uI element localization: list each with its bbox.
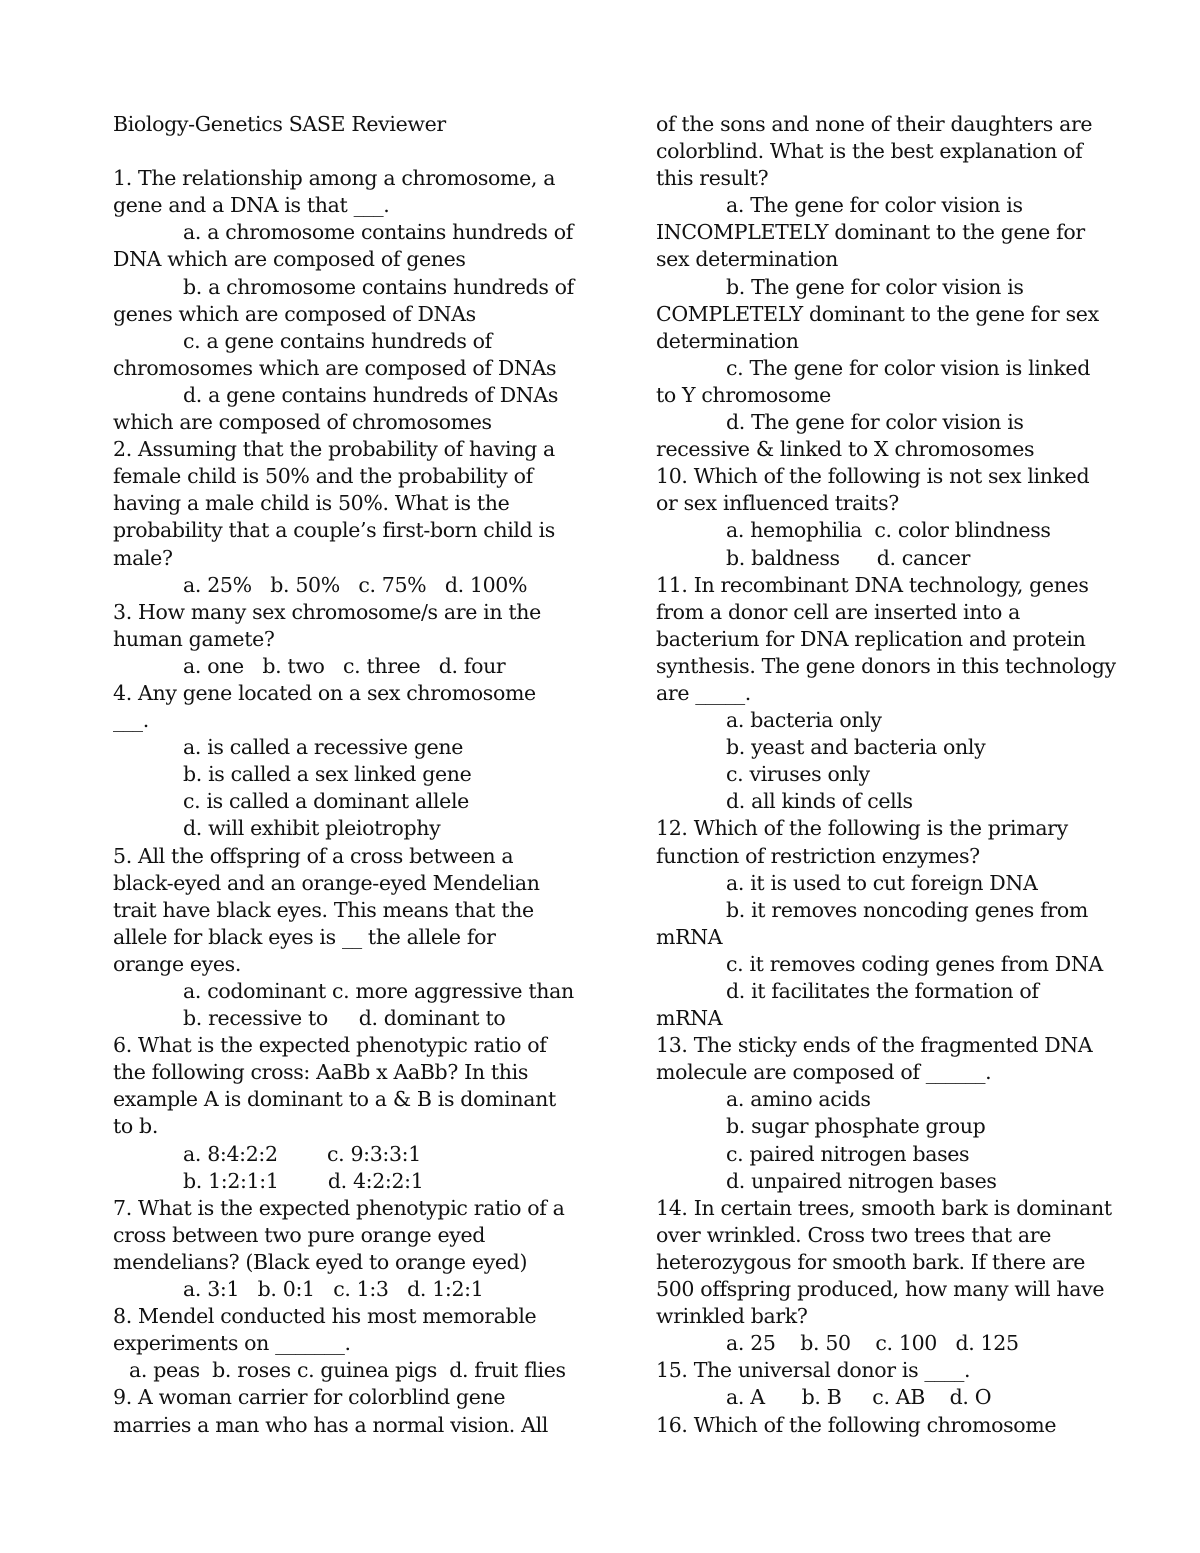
text-line: synthesis. The gene donors in this technology — [656, 653, 1116, 678]
text-line: 9. A woman carrier for colorblind gene — [113, 1385, 506, 1410]
text-line: a. a chromosome contains hundreds of — [183, 220, 573, 245]
text-line: human gamete? — [113, 626, 275, 651]
text-line: which are composed of chromosomes — [113, 410, 492, 435]
text-line: b. sugar phosphate group — [726, 1114, 986, 1139]
text-line: c. The gene for color vision is linked — [726, 355, 1090, 380]
text-line: are _____. — [656, 680, 751, 705]
right-column-lines — [656, 111, 1136, 1439]
text-line: mRNA — [656, 924, 723, 949]
title-spacer — [113, 138, 593, 165]
text-line: female child is 50% and the probability of — [113, 464, 533, 489]
text-line: recessive & linked to X chromosomes — [656, 437, 1035, 462]
text-line: 6. What is the expected phenotypic ratio of — [113, 1033, 547, 1058]
text-line: d. it facilitates the formation of — [726, 979, 1039, 1003]
text-line: black-eyed and an orange-eyed Mendelian — [113, 870, 540, 895]
text-line: a. 25% b. 50% c. 75% d. 100% — [183, 572, 528, 597]
text-line: d. The gene for color vision is — [726, 410, 1024, 435]
text-line: determination — [656, 328, 799, 353]
text-line: 14. In certain trees, smooth bark is dominant — [656, 1195, 1112, 1220]
text-line: b. it removes noncoding genes from — [726, 897, 1088, 922]
text-line: 5. All the offspring of a cross between a — [113, 843, 514, 868]
text-line: allele for black eyes is __ the allele for — [113, 924, 496, 949]
text-line: probability that a couple’s first-born child is — [113, 518, 555, 543]
text-line: mRNA — [656, 1006, 723, 1031]
text-line: b. recessive to d. dominant to — [183, 1006, 506, 1031]
text-line: of the sons and none of their daughters are — [656, 112, 1093, 136]
text-line: 4. Any gene located on a sex chromosome — [113, 680, 536, 705]
text-line: male? — [113, 545, 173, 570]
text-line: a. bacteria only — [726, 708, 882, 733]
text-line: heterozygous for smooth bark. If there are — [656, 1249, 1086, 1274]
text-line: function of restriction enzymes? — [656, 843, 980, 868]
text-line: b. yeast and bacteria only — [726, 735, 986, 760]
text-line: 15. The universal donor is ____. — [656, 1358, 971, 1383]
text-line: sex determination — [656, 247, 838, 272]
text-line: c. a gene contains hundreds of — [183, 328, 492, 353]
left-column-lines — [113, 165, 593, 1438]
text-line: b. is called a sex linked gene — [183, 762, 472, 787]
text-line: molecule are composed of ______. — [656, 1060, 992, 1085]
text-line: chromosomes which are composed of DNAs — [113, 355, 557, 380]
text-line: trait have black eyes. This means that the — [113, 897, 534, 922]
text-line: COMPLETELY dominant to the gene for sex — [656, 301, 1099, 326]
text-line: to b. — [113, 1114, 158, 1139]
text-line: a. peas b. roses c. guinea pigs d. fruit flies — [129, 1358, 566, 1383]
text-line: 8. Mendel conducted his most memorable — [113, 1304, 537, 1329]
text-line: 7. What is the expected phenotypic ratio of a — [113, 1195, 565, 1220]
text-line: over wrinkled. Cross two trees that are — [656, 1222, 1052, 1247]
text-line: cross between two pure orange eyed — [113, 1222, 486, 1247]
text-line: marries a man who has a normal vision. All — [113, 1412, 548, 1437]
text-line: b. a chromosome contains hundreds of — [183, 274, 574, 299]
text-line: a. 25 b. 50 c. 100 d. 125 — [726, 1331, 1019, 1356]
text-line: colorblind. What is the best explanation of — [656, 139, 1083, 164]
text-line: orange eyes. — [113, 951, 242, 976]
text-line: or sex influenced traits? — [656, 491, 899, 516]
text-line: c. is called a dominant allele — [183, 789, 469, 814]
text-line: 12. Which of the following is the primary — [656, 816, 1068, 841]
text-line: bacterium for DNA replication and protein — [656, 626, 1086, 651]
text-line: d. all kinds of cells — [726, 789, 913, 814]
text-line: example A is dominant to a & B is dominant — [113, 1087, 556, 1112]
text-line: from a donor cell are inserted into a — [656, 599, 1021, 624]
text-line: a. it is used to cut foreign DNA — [726, 870, 1038, 895]
text-line: wrinkled bark? — [656, 1304, 808, 1329]
text-line: genes which are composed of DNAs — [113, 301, 476, 326]
text-line: gene and a DNA is that ___. — [113, 193, 390, 218]
text-line: mendelians? (Black eyed to orange eyed) — [113, 1249, 528, 1274]
right-column — [656, 111, 1136, 1439]
text-line: INCOMPLETELY dominant to the gene for — [656, 220, 1085, 245]
text-line: c. paired nitrogen bases — [726, 1141, 970, 1166]
text-line: experiments on _______. — [113, 1331, 351, 1356]
text-line: DNA which are composed of genes — [113, 247, 466, 272]
text-line: 13. The sticky ends of the fragmented DNA — [656, 1033, 1093, 1058]
text-line: c. it removes coding genes from DNA — [726, 951, 1103, 976]
text-line: 11. In recombinant DNA technology, genes — [656, 572, 1089, 597]
text-line: a. hemophilia c. color blindness — [726, 518, 1051, 543]
text-line: 3. How many sex chromosome/s are in the — [113, 599, 541, 624]
text-line: 16. Which of the following chromosome — [656, 1412, 1057, 1437]
text-line: 1. The relationship among a chromosome, a — [113, 166, 556, 191]
text-line: a. amino acids — [726, 1087, 871, 1112]
text-line: a. 3:1 b. 0:1 c. 1:3 d. 1:2:1 — [183, 1277, 484, 1302]
text-line: to Y chromosome — [656, 382, 831, 407]
text-line: 2. Assuming that the probability of having a — [113, 437, 555, 462]
text-line: a. The gene for color vision is — [726, 193, 1023, 218]
text-line: a. A b. B c. AB d. O — [726, 1385, 992, 1410]
text-line: ___. — [113, 708, 149, 733]
text-line: this result? — [656, 166, 769, 191]
text-line: d. a gene contains hundreds of DNAs — [183, 382, 558, 407]
text-line: a. codominant c. more aggressive than — [183, 979, 574, 1003]
text-line: a. is called a recessive gene — [183, 735, 463, 760]
text-line: a. one b. two c. three d. four — [183, 653, 506, 678]
text-line: d. will exhibit pleiotrophy — [183, 816, 441, 841]
document-title: Biology-Genetics SASE Reviewer — [113, 112, 446, 136]
text-line: d. unpaired nitrogen bases — [726, 1168, 997, 1193]
text-line: having a male child is 50%. What is the — [113, 491, 510, 516]
left-column — [113, 111, 593, 1439]
text-line: b. baldness d. cancer — [726, 545, 971, 570]
text-line: the following cross: AaBb x AaBb? In this — [113, 1060, 529, 1085]
text-line: b. 1:2:1:1 d. 4:2:2:1 — [183, 1168, 424, 1193]
text-line: 10. Which of the following is not sex linked — [656, 464, 1090, 489]
text-line: c. viruses only — [726, 762, 870, 787]
text-line: b. The gene for color vision is — [726, 274, 1024, 299]
text-line: a. 8:4:2:2 c. 9:3:3:1 — [183, 1141, 421, 1166]
text-line: 500 offspring produced, how many will have — [656, 1277, 1105, 1302]
